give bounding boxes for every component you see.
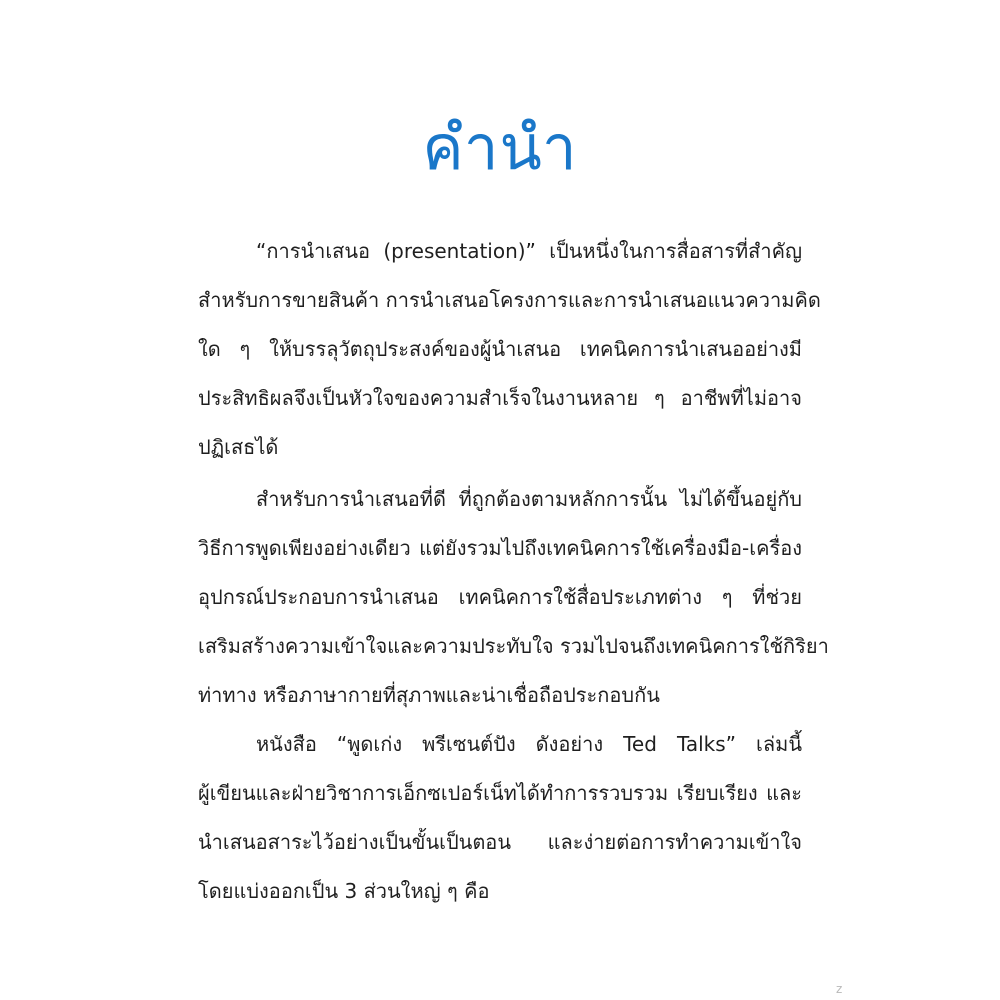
- paragraph-line: ท่าทาง หรือภาษากายที่สุภาพและน่าเชื่อถือประกอบกัน: [198, 683, 660, 707]
- paragraph-line: ผู้เขียนและฝ่ายวิชาการเอ็กซเปอร์เน็ทได้ทำการรวบรวม เรียบเรียง และ: [198, 781, 802, 805]
- paragraph-line: นำเสนอสาระไว้อย่างเป็นขั้นเป็นตอน และง่ายต่อการทำความเข้าใจ: [198, 830, 802, 854]
- paragraph-line: “การนำเสนอ (presentation)” เป็นหนึ่งในการสื่อสารที่สำคัญ: [256, 239, 802, 263]
- paragraph-line: โดยแบ่งออกเป็น 3 ส่วนใหญ่ ๆ คือ: [198, 879, 490, 903]
- paragraph-line: อุปกรณ์ประกอบการนำเสนอ เทคนิคการใช้สื่อประเภทต่าง ๆ ที่ช่วย: [198, 585, 802, 609]
- page-mark: z: [836, 982, 843, 996]
- paragraph-line: วิธีการพูดเพียงอย่างเดียว แต่ยังรวมไปถึงเทคนิคการใช้เครื่องมือ-เครื่อง: [198, 536, 802, 560]
- paragraph-line: เสริมสร้างความเข้าใจและความประทับใจ รวมไปจนถึงเทคนิคการใช้กิริยา: [198, 634, 829, 658]
- page-title: คำนำ: [422, 111, 578, 184]
- paragraph-line: หนังสือ “พูดเก่ง พรีเซนต์ปัง ดังอย่าง Ted Talks” เล่มนี้: [256, 732, 802, 756]
- paragraph-line: สำหรับการนำเสนอที่ดี ที่ถูกต้องตามหลักการนั้น ไม่ได้ขึ้นอยู่กับ: [256, 487, 802, 511]
- paragraph-line: ประสิทธิผลจึงเป็นหัวใจของความสำเร็จในงานหลาย ๆ อาชีพที่ไม่อาจ: [198, 386, 802, 410]
- paragraph-line: ใด ๆ ให้บรรลุวัตถุประสงค์ของผู้นำเสนอ เทคนิคการนำเสนออย่างมี: [198, 337, 802, 361]
- paragraph-line: ปฏิเสธได้: [198, 435, 279, 459]
- paragraph-line: สำหรับการขายสินค้า การนำเสนอโครงการและการนำเสนอแนวความคิด: [198, 288, 821, 312]
